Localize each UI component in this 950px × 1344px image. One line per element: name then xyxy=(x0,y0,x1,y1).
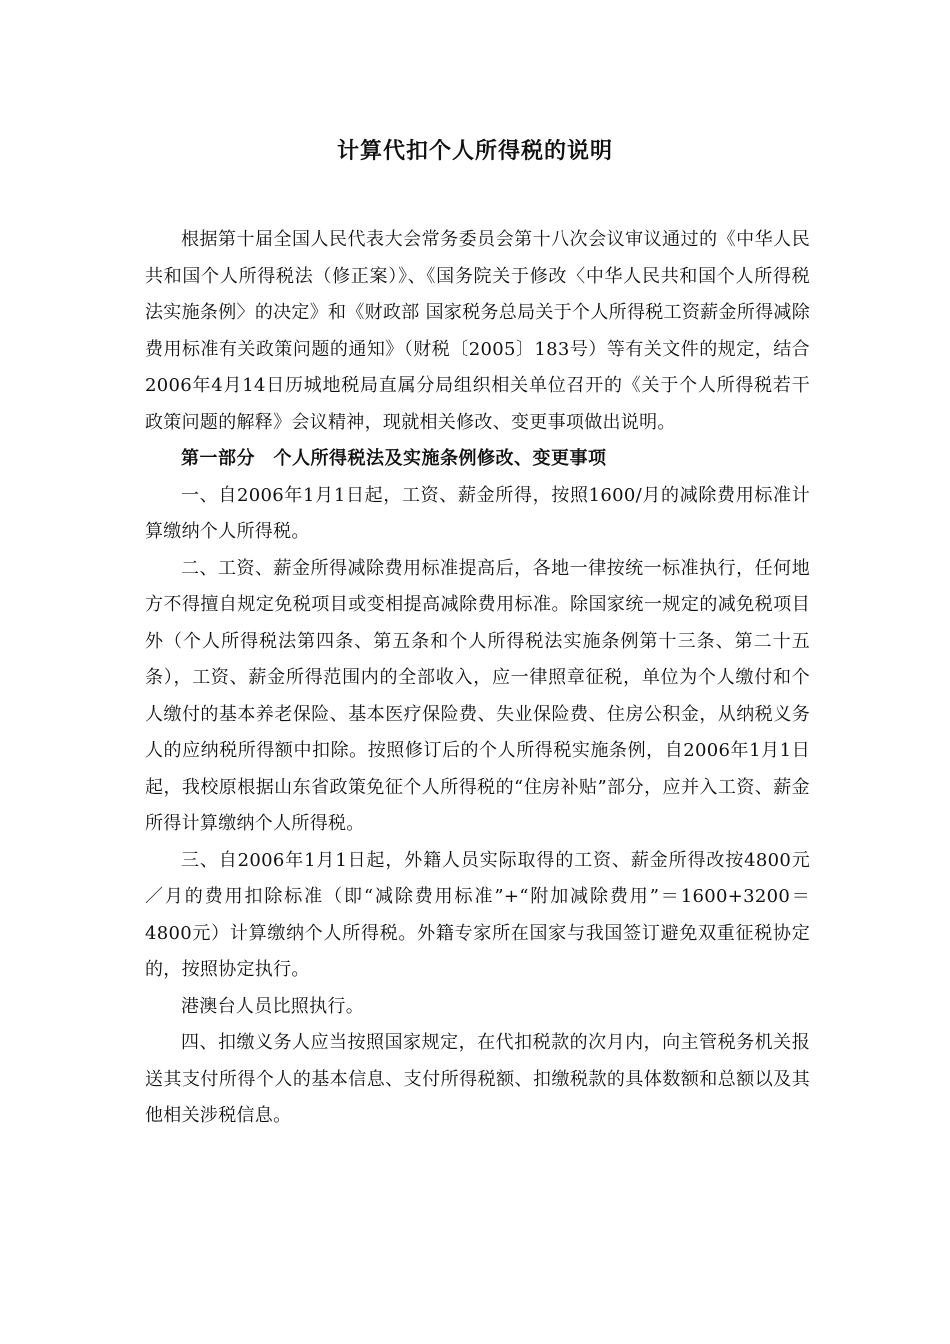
section-heading: 第一部分 个人所得税法及实施条例修改、变更事项 xyxy=(181,448,607,469)
document-title: 计算代扣个人所得税的说明 xyxy=(336,139,613,164)
paragraph-item-2: 二、工资、薪金所得减除费用标准提高后，各地一律按统一标准执行，任何地方不得擅自规定免税项目或变相提高减除费用标准。除国家统一规定的减免税项目外（个人所得税法第四条、第五条和个人所得税法实施条例第十三条、第二十五条），工资、薪金所得范围内的全部收入，应一律照章征税，单位为个人缴付和个人缴付的基本养老保险、基本医疗保险费、失业保险费、住房公积金，从纳税义务人的应纳税所得额中扣除。按照修订后的个人所得税实施条例，自2006年1月1日起，我校原根据山东省政策免征个人所得税的“住房补贴”部分，应并入工资、薪金所得计算缴纳个人所得税。 xyxy=(145,557,810,834)
paragraph-note: 港澳台人员比照执行。 xyxy=(181,995,364,1017)
intro-paragraph: 根据第十届全国人民代表大会常务委员会第十八次会议审议通过的《中华人民共和国个人所得税法（修正案）》、《国务院关于修改〈中华人民共和国个人所得税法实施条例〉的决定》和《财政部 国家税务总局关于个人所得税工资薪金所得减除费用标准有关政策问题的通知》（财税〔2005〕183号）等有关文件的规定，结合2006年4月14日历城地税局直属分局组织相关单位召开的《关于个人所得税若干政策问题的解释》会议精神，现就相关修改、变更事项做出说明。 xyxy=(145,229,810,433)
paragraph-item-4: 四、扣缴义务人应当按照国家规定，在代扣税款的次月内，向主管税务机关报送其支付所得个人的基本信息、支付所得税额、扣缴税款的具体数额和总额以及其他相关涉税信息。 xyxy=(145,1032,810,1126)
paragraph-item-1: 一、自2006年1月1日起，工资、薪金所得，按照1600/月的减除费用标准计算缴纳个人所得税。 xyxy=(145,484,810,542)
document-body xyxy=(145,222,810,1135)
paragraph-item-3: 三、自2006年1月1日起，外籍人员实际取得的工资、薪金所得改按4800元／月的费用扣除标准（即“减除费用标准”+“附加减除费用”＝1600+3200＝4800元）计算缴纳个人所得税。外籍专家所在国家与我国签订避免双重征税协定的，按照协定执行。 xyxy=(145,849,810,980)
